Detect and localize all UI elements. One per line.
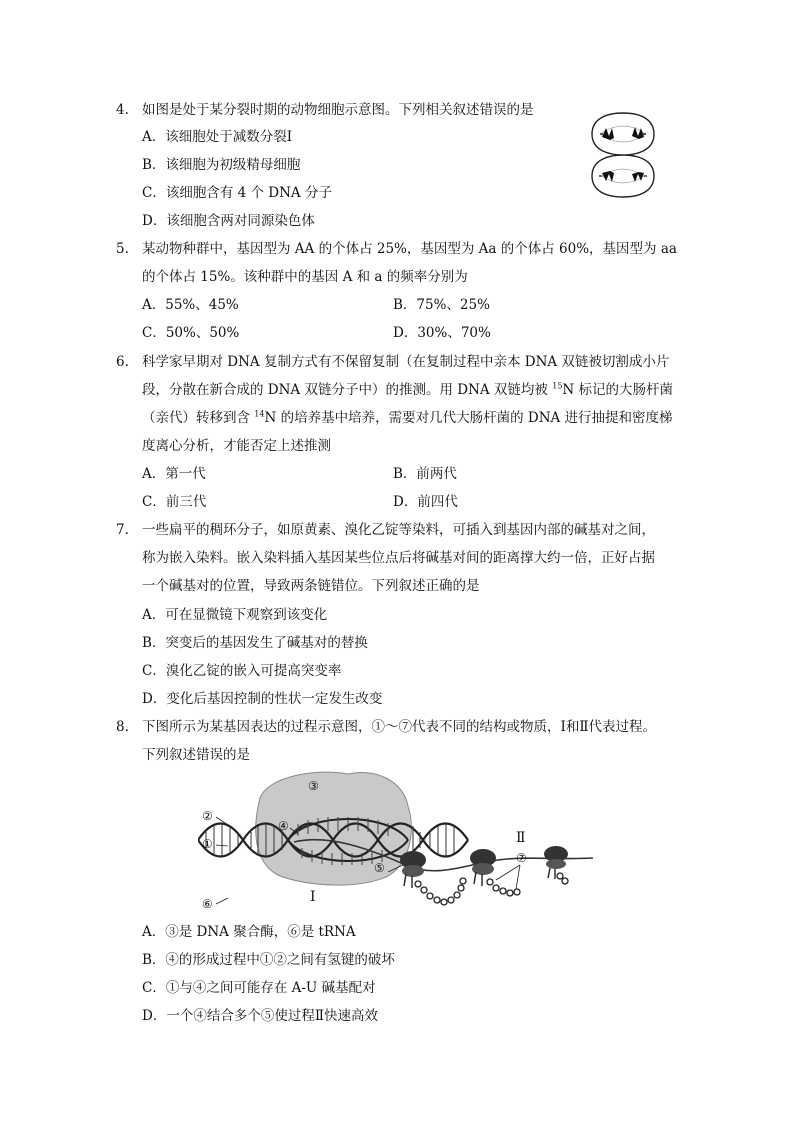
q6-option-a: A．第一代	[142, 466, 206, 482]
q7-number: 7.	[116, 522, 129, 538]
q6-stem-line2-b: N 标记的大肠杆菌	[562, 382, 674, 398]
q8-option-b: B．④的形成过程中①②之间有氢键的破坏	[142, 952, 395, 968]
label-3: ③	[308, 779, 319, 793]
q8-option-a: A．③是 DNA 聚合酶，⑥是 tRNA	[142, 924, 356, 940]
q4-option-b: B．该细胞为初级精母细胞	[142, 157, 301, 173]
q4-stem: 如图是处于某分裂时期的动物细胞示意图。下列相关叙述错误的是	[142, 102, 534, 118]
q4-option-d: D．该细胞含两对同源染色体	[142, 213, 315, 229]
q6-stem-line3-b: N 的培养基中培养，需要对几代大肠杆菌的 DNA 进行抽提和密度梯	[264, 410, 673, 426]
label-2: ②	[202, 809, 213, 823]
q6-stem-line2-a: 段，分散在新合成的 DNA 双链分子中）的推测。用 DNA 双链均被	[142, 382, 553, 398]
q6-isotope-14: 14	[254, 409, 265, 419]
q7-option-c: C．溴化乙锭的嵌入可提高突变率	[142, 663, 342, 679]
q6-option-c: C．前三代	[142, 494, 207, 510]
label-7: ⑦	[516, 851, 527, 865]
label-5: ⑤	[374, 861, 385, 875]
q6-stem-line3-a: （亲代）转移到含	[142, 410, 255, 426]
q5-stem-line2: 的个体占 15%。该种群中的基因 A 和 a 的频率分别为	[142, 269, 468, 285]
q6-number: 6.	[116, 354, 129, 370]
q5-option-b: B．75%、25%	[393, 297, 490, 313]
q7-option-b: B．突变后的基因发生了碱基对的替换	[142, 635, 368, 651]
gene-expression-figure	[198, 768, 598, 916]
q7-option-d: D．变化后基因控制的性状一定发生改变	[142, 691, 383, 707]
q8-stem-line1: 下图所示为某基因表达的过程示意图，①～⑦代表不同的结构或物质，Ⅰ和Ⅱ代表过程。	[142, 719, 657, 735]
q7-option-a: A．可在显微镜下观察到该变化	[142, 607, 328, 623]
q8-number: 8.	[116, 719, 129, 735]
q6-isotope-15: 15	[552, 381, 563, 391]
q6-option-b: B．前两代	[393, 466, 457, 482]
q6-stem-line1: 科学家早期对 DNA 复制方式有不保留复制（在复制过程中亲本 DNA 双链被切割成小片	[142, 354, 670, 370]
process-label-2: Ⅱ	[516, 830, 526, 846]
q6-stem-line2	[142, 380, 673, 400]
q7-stem-line1: 一些扁平的稠环分子，如原黄素、溴化乙锭等染料，可插入到基因内部的碱基对之间，	[142, 522, 655, 538]
q4-option-c: C．该细胞含有 4 个 DNA 分子	[142, 185, 332, 201]
q5-option-a: A．55%、45%	[142, 297, 239, 313]
q4-number: 4.	[116, 102, 129, 118]
q5-number: 5.	[116, 241, 129, 257]
label-1: ①	[202, 837, 213, 851]
q8-option-d: D．一个④结合多个⑤使过程Ⅱ快速高效	[142, 1008, 378, 1024]
q8-stem-line2: 下列叙述错误的是	[142, 747, 250, 763]
ribosome-group	[400, 846, 568, 877]
q4-option-a: A．该细胞处于减数分裂Ⅰ	[142, 129, 293, 145]
dividing-cell-figure	[586, 110, 660, 200]
label-4: ④	[278, 819, 289, 833]
q6-stem-line3	[142, 408, 673, 428]
q7-stem-line3: 一个碱基对的位置，导致两条链错位。下列叙述正确的是	[142, 578, 480, 594]
q7-stem-line2: 称为嵌入染料。嵌入染料插入基因某些位点后将碱基对间的距离撑大约一倍，正好占据	[142, 550, 655, 566]
q6-stem-line4: 度离心分析，才能否定上述推测	[142, 438, 331, 454]
label-6: ⑥	[202, 897, 213, 911]
q5-option-c: C．50%、50%	[142, 325, 240, 341]
q6-option-d: D．前四代	[393, 494, 458, 510]
q5-option-d: D．30%、70%	[393, 325, 491, 341]
process-label-1: Ⅰ	[310, 889, 316, 905]
q8-option-c: C．①与④之间可能存在 A-U 碱基配对	[142, 980, 376, 996]
q5-stem-line1: 某动物种群中，基因型为 AA 的个体占 25%，基因型为 Aa 的个体占 60%，基因型为 aa	[142, 241, 677, 257]
